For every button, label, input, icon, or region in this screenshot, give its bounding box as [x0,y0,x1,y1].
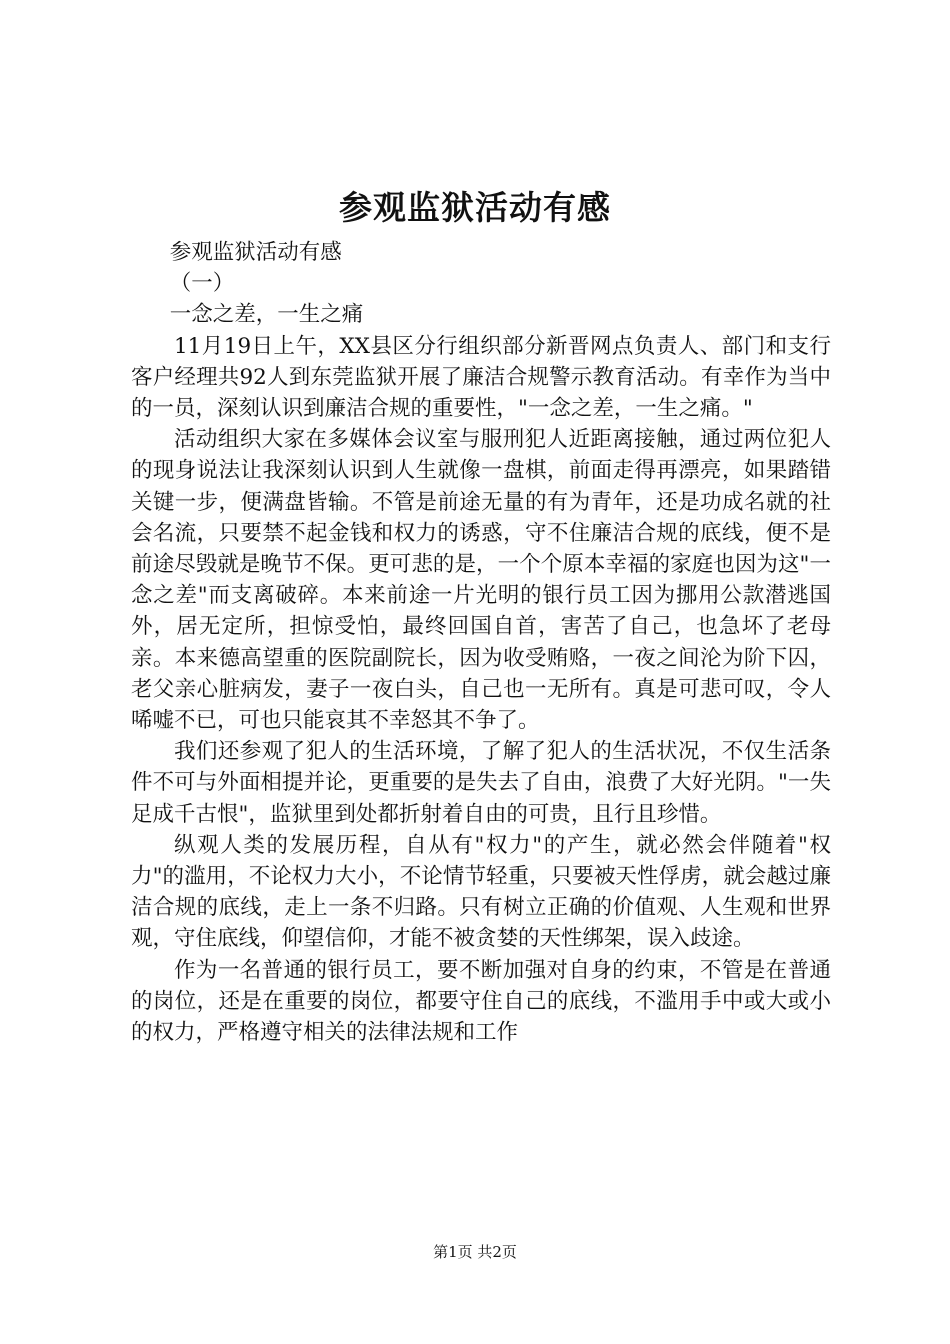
body-paragraph: 作为一名普通的银行员工，要不断加强对自身的约束，不管是在普通的岗位，还是在重要的岗位，都要守住自己的底线，不滥用手中或大或小的权力，严格遵守相关的法律法规和工作 [131,957,831,1046]
section-heading-paragraph: 一念之差，一生之痛 [169,302,364,328]
section-number-paragraph: （一） [169,271,235,297]
subtitle-paragraph: 参观监狱活动有感 [169,240,342,265]
page-footer: 第1页 共2页 [433,1243,517,1261]
body-paragraph: 纵观人类的发展历程，自从有"权力"的产生，就必然会伴随着"权力"的滥用，不论权力大小，不论情节轻重，只要被天性俘虏，就会越过廉洁合规的底线，走上一条不归路。只有树立正确的价值观、人生观和世界观，守住底线，仰望信仰，才能不被贪婪的天性绑架，误入歧途。 [131,832,831,952]
body-paragraph: 活动组织大家在多媒体会议室与服刑犯人近距离接触，通过两位犯人的现身说法让我深刻认识到人生就像一盘棋，前面走得再漂亮，如果踏错关键一步，便满盘皆输。不管是前途无量的有为青年，还是功成名就的社会名流，只要禁不起金钱和权力的诱惑，守不住廉洁合规的底线，便不是前途尽毁就是晚节不保。更可悲的是，一个个原本幸福的家庭也因为这"一念之差"而支离破碎。本来前途一片光明的银行员工因为挪用公款潜逃国外，居无定所，担惊受怕，最终回国自首，害苦了自己，也急坏了老母亲。本来德高望重的医院副院长，因为收受贿赂，一夜之间沦为阶下囚，老父亲心脏病发，妻子一夜白头，自己也一无所有。真是可悲可叹，令人唏嘘不已，可也只能哀其不幸怒其不争了。 [131,427,831,734]
body-paragraph: 我们还参观了犯人的生活环境，了解了犯人的生活状况，不仅生活条件不可与外面相提并论，更重要的是失去了自由，浪费了大好光阴。"一失足成千古恨"，监狱里到处都折射着自由的可贵，且行且珍惜。 [131,739,831,827]
body-paragraph: 11月19日上午，XX县区分行组织部分新晋网点负责人、部门和支行客户经理共92人到东莞监狱开展了廉洁合规警示教育活动。有幸作为当中的一员，深刻认识到廉洁合规的重要性，"一念之差，一生之痛。" [131,333,831,422]
document-title: 参观监狱活动有感 [339,188,611,227]
document-body [131,237,831,1048]
